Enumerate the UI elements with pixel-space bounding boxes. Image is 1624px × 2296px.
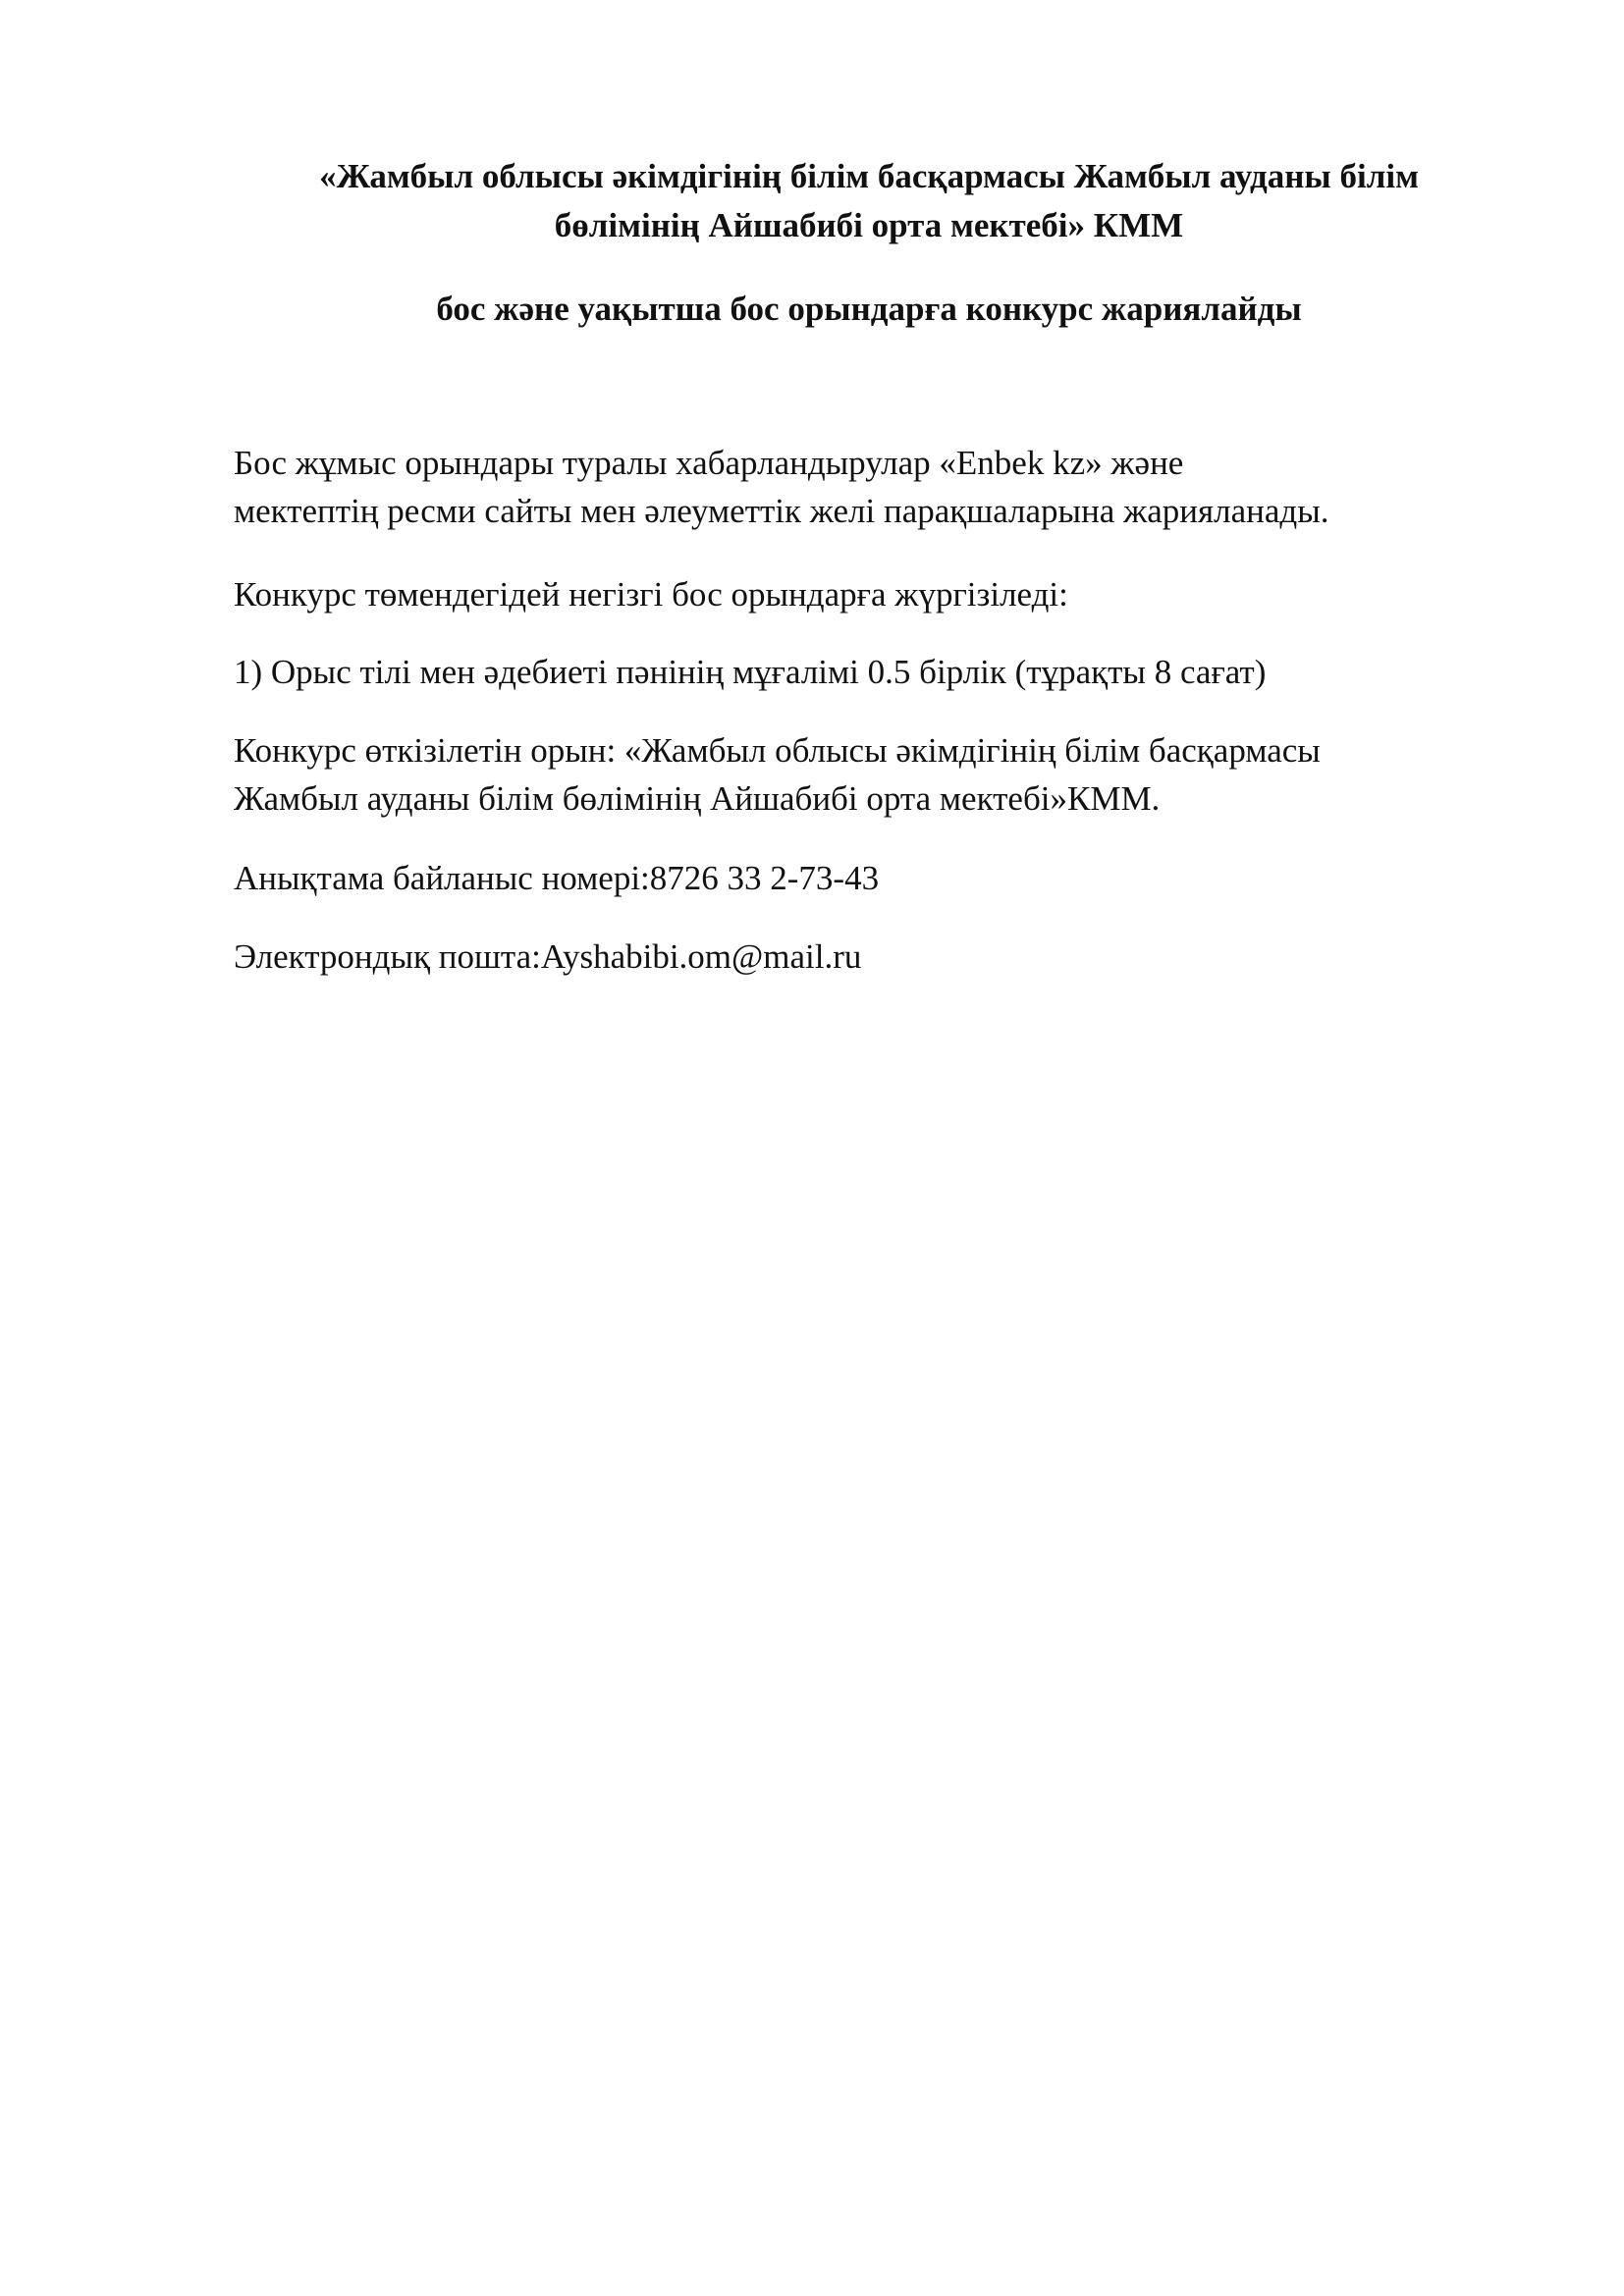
announcement-line-2: мектептің ресми сайты мен әлеуметтік желі парақшаларына жарияланады. <box>234 492 1329 530</box>
announcement-line-1: Бос жұмыс орындары туралы хабарландырулар «Enbek kz» және <box>234 444 1184 482</box>
document-subtitle <box>226 285 1512 334</box>
announcement-paragraph <box>234 439 1512 535</box>
intro-paragraph: Конкурс төмендегідей негізгі бос орындарға жүргізіледі: <box>234 575 1068 614</box>
venue-line-2: Жамбыл ауданы білім бөлімінің Айшабибі орта мектебі»КММ. <box>234 779 1161 818</box>
subtitle-text: бос және уақытша бос орындарға конкурс жариялайды <box>436 290 1302 328</box>
email-line: Электрондық пошта:Ayshabibi.om@mail.ru <box>234 937 862 976</box>
title-line-2: бөлімінің Айшабибі орта мектебі» КММ <box>554 206 1184 244</box>
document-title <box>226 152 1512 250</box>
title-line-1: «Жамбыл облысы әкімдігінің білім басқармасы Жамбыл ауданы білім <box>319 157 1419 195</box>
vacancy-item: 1) Орыс тілі мен әдебиеті пәнінің мұғалімі 0.5 бірлік (тұрақты 8 сағат) <box>234 653 1267 691</box>
venue-line-1: Конкурс өткізілетін орын: «Жамбыл облысы әкімдігінің білім басқармасы <box>234 731 1321 770</box>
venue-paragraph <box>234 726 1512 823</box>
phone-line: Анықтама байланыс номері:8726 33 2-73-43 <box>234 859 880 897</box>
